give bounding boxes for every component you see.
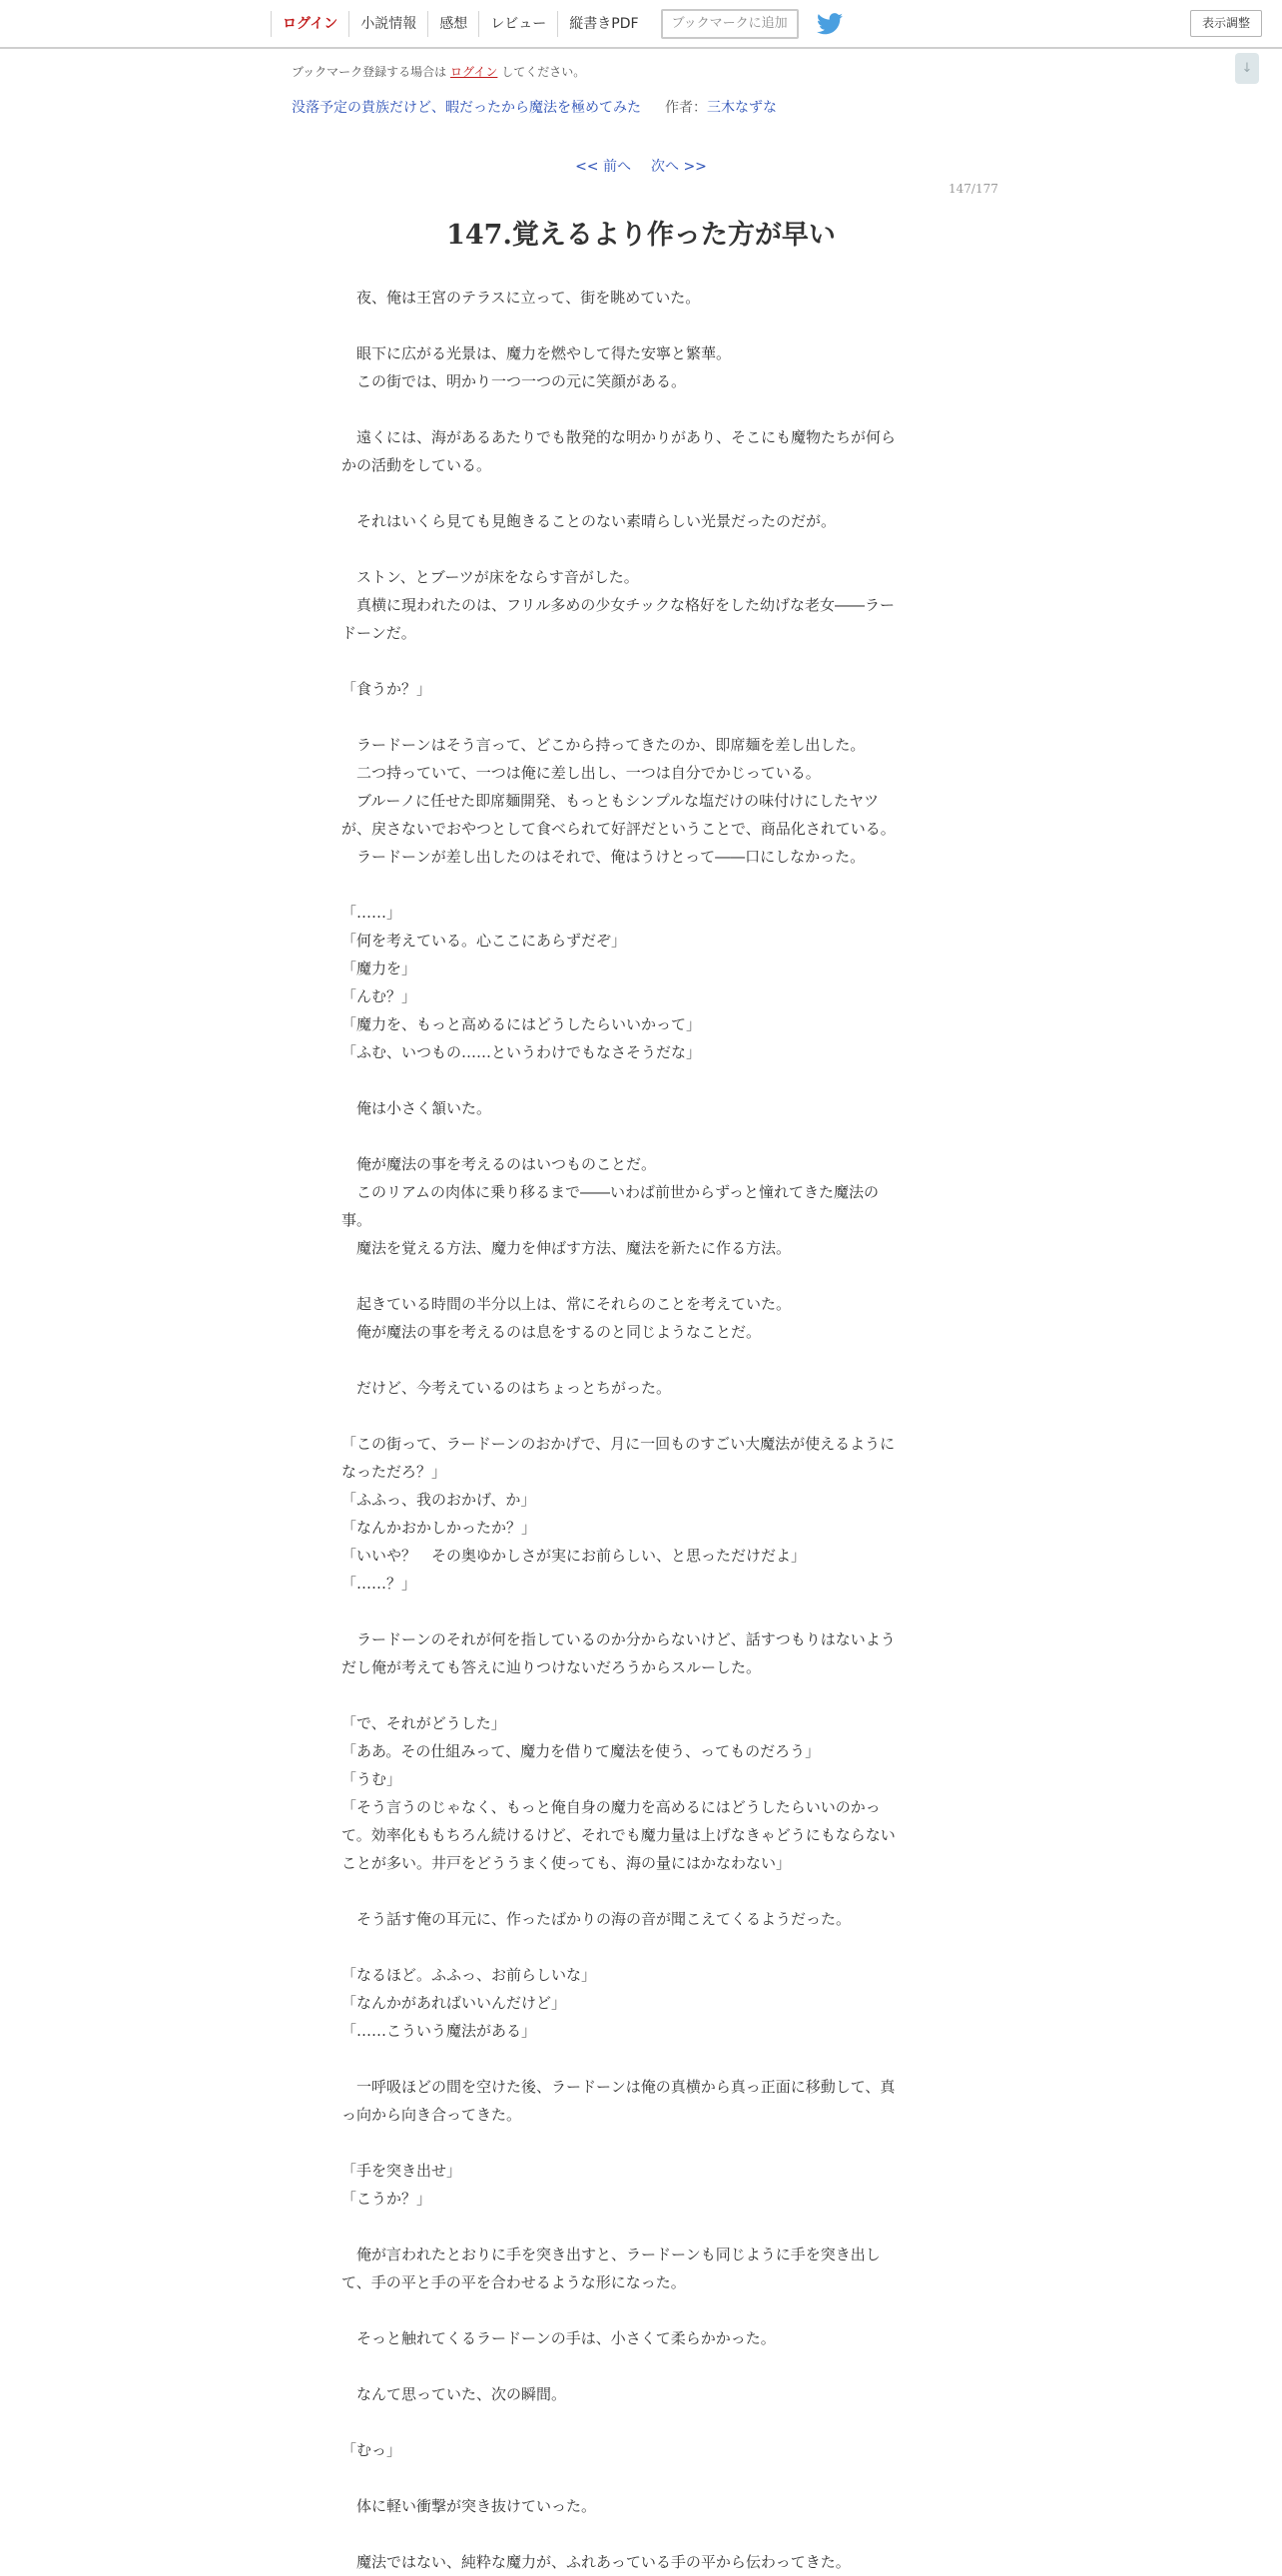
body-line: そう話す俺の耳元に、作ったばかりの海の音が聞こえてくるようだった。 [341,1910,852,1928]
author-name-link[interactable]: 三木なずな [707,100,777,116]
next-chapter-link[interactable]: 次へ >> [651,159,707,175]
body-line: 夜、俺は王宮のテラスに立って、街を眺めていた。 [341,289,701,307]
author-label: 作者： [665,100,707,116]
body-line: 「ふむ、いつもの……というわけでもなさそうだな」 [341,1043,702,1061]
blank-line [341,1933,941,1961]
body-line: 「ああ。その仕組みって、魔力を借りて魔法を使う、ってものだろう」 [341,1742,821,1760]
body-line: 体に軽い衝撃が突き抜けていった。 [341,2497,597,2515]
blank-line [341,1598,941,1625]
body-line: ラードーンのそれが何を指しているのか分からないけど、話すつもりはないよう [341,1630,896,1648]
chapter-pager [0,156,1282,176]
bookmark-note-before: ブックマーク登録する場合は [292,65,450,79]
blank-line [341,647,941,675]
body-line: 「なんかおかしかったか？」 [341,1519,537,1537]
body-line: 「うむ」 [341,1770,402,1788]
body-line: それはいくら見ても見飽きることのない素晴らしい光景だったのだが。 [341,512,837,530]
blank-line [341,2129,941,2157]
body-line: が、戻さないでおやつとして食べられて好評だということで、商品化されている。 [341,820,896,838]
body-line: て。効率化ももちろん続けるけど、それでも魔力量は上げなきゃどうにもならない [341,1826,896,1844]
body-line: 「魔力を、もっと高めるにはどうしたらいいかって」 [341,1015,702,1033]
body-line: 「こうか？」 [341,2190,432,2208]
body-line: 「いいや？ その奥ゆかしさが実にお前らしい、と思っただけだよ」 [341,1547,807,1565]
blank-line [341,1346,941,1374]
body-line: 「そう言うのじゃなく、もっと俺自身の魔力を高めるにはどうしたらいいのかっ [341,1798,881,1816]
body-line: そっと触れてくるラードーンの手は、小さくて柔らかかった。 [341,2329,776,2347]
blank-line [341,2464,941,2492]
chapter-count: 147/177 [949,182,998,196]
blank-line [341,1681,941,1709]
display-settings-button[interactable]: 表示調整 [1190,10,1262,37]
body-line: 真横に現われたのは、フリル多めの少女チックな格好をした幼げな老女――ラー [341,596,895,614]
twitter-icon[interactable] [817,13,843,35]
blank-line [341,703,941,731]
body-line: 「何を考えている。心ここにあらずだぞ」 [341,932,627,950]
novel-title-link[interactable]: 没落予定の貴族だけど、暇だったから魔法を極めてみた [292,100,641,116]
body-line: ドーンだ。 [341,624,416,642]
blank-line [341,2408,941,2436]
blank-line [341,479,941,507]
body-line: 俺が言われたとおりに手を突き出すと、ラードーンも同じように手を突き出し [341,2246,881,2263]
blank-line [341,871,941,899]
body-line: 「この街って、ラードーンのおかげで、月に一回ものすごい大魔法が使えるように [341,1435,896,1453]
top-bar [0,0,1282,49]
chapter-body [341,284,941,2576]
body-line: 「……」 [341,904,402,922]
body-line: ことが多い。井戸をどううまく使っても、海の量にはかなわない」 [341,1854,792,1872]
body-line: 事。 [341,1211,372,1229]
blank-line [341,2520,941,2548]
body-line: 眼下に広がる光景は、魔力を燃やして得た安寧と繁華。 [341,344,732,362]
body-line: 俺が魔法の事を考えるのは息をするのと同じようなことだ。 [341,1323,762,1341]
body-line: だし俺が考えても答えに辿りつけないだろうからスルーした。 [341,1658,762,1676]
nav-vertical-pdf-link[interactable]: 縦書きPDF [557,11,649,37]
body-line: 二つ持っていて、一つは俺に差し出し、一つは自分でかじっている。 [341,764,821,782]
chapter-title: 147.覚えるより作った方が早い [446,220,836,251]
scroll-down-button[interactable]: ↓ [1235,53,1259,84]
body-line: ブルーノに任せた即席麺開発、もっともシンプルな塩だけの味付けにしたヤツ [341,792,880,810]
body-line: 「……こういう魔法がある」 [341,2022,537,2040]
nav-novel-info-link[interactable]: 小説情報 [348,11,427,37]
blank-line [341,395,941,423]
blank-line [341,2213,941,2241]
bookmark-note-after: してください。 [497,65,586,79]
top-nav [271,7,843,41]
body-line: 魔法ではない、純粋な魔力が、ふれあっている手の平から伝わってきた。 [341,2553,851,2571]
body-line: 遠くには、海があるあたりでも散発的な明かりがあり、そこにも魔物たちが何ら [341,428,897,446]
bookmark-note-login-link[interactable]: ログイン [449,65,498,79]
blank-line [341,2296,941,2324]
body-line: ラードーンが差し出したのはそれで、俺はうけとって――口にしなかった。 [341,848,866,866]
blank-line [341,312,941,339]
body-line: 「なんかがあればいいんだけど」 [341,1994,567,2012]
blank-line [341,1066,941,1094]
body-line: 「手を突き出せ」 [341,2162,462,2180]
body-line: 俺は小さく頷いた。 [341,1099,492,1117]
author-block [665,97,777,117]
body-line: 「で、それがどうした」 [341,1714,506,1732]
body-line: 「むっ」 [341,2441,402,2459]
nav-login-link[interactable]: ログイン [271,11,348,37]
body-line: 魔法を覚える方法、魔力を伸ばす方法、魔法を新たに作る方法。 [341,1239,792,1257]
body-line: 「なるほど。ふふっ、お前らしいな」 [341,1966,597,1984]
blank-line [341,1877,941,1905]
body-line: 「食うか？」 [341,680,432,698]
blank-line [341,1262,941,1290]
body-line: 一呼吸ほどの間を空けた後、ラードーンは俺の真横から真っ正面に移動して、真 [341,2078,896,2096]
body-line: 「んむ？」 [341,987,417,1005]
body-line: この街では、明かり一つ一つの元に笑顔がある。 [341,372,687,390]
bookmark-login-note [292,63,585,80]
body-line: なっただろ？」 [341,1463,447,1481]
body-line: っ向から向き合ってきた。 [341,2106,522,2124]
blank-line [341,535,941,563]
add-bookmark-button[interactable]: ブックマークに追加 [661,9,799,39]
body-line: て、手の平と手の平を合わせるような形になった。 [341,2273,686,2291]
body-line: だけど、今考えているのはちょっとちがった。 [341,1379,672,1397]
body-line: ストン、とブーツが床をならす音がした。 [341,568,639,586]
prev-chapter-link[interactable]: << 前へ [575,159,631,175]
body-line: 俺が魔法の事を考えるのはいつものことだ。 [341,1155,657,1173]
blank-line [341,2352,941,2380]
body-line: なんて思っていた、次の瞬間。 [341,2385,567,2403]
blank-line [341,2045,941,2073]
body-line: 「……？」 [341,1575,417,1593]
blank-line [341,1402,941,1430]
blank-line [341,1122,941,1150]
body-line: 「ふふっ、我のおかげ、か」 [341,1491,536,1509]
nav-impressions-link[interactable]: 感想 [427,11,478,37]
body-line: ラードーンはそう言って、どこから持ってきたのか、即席麺を差し出した。 [341,736,866,754]
nav-review-link[interactable]: レビュー [478,11,557,37]
body-line: 起きている時間の半分以上は、常にそれらのことを考えていた。 [341,1295,792,1313]
body-line: 「魔力を」 [341,960,417,977]
body-line: かの活動をしている。 [341,456,492,474]
body-line: このリアムの肉体に乗り移るまで――いわば前世からずっと憧れてきた魔法の [341,1183,880,1201]
